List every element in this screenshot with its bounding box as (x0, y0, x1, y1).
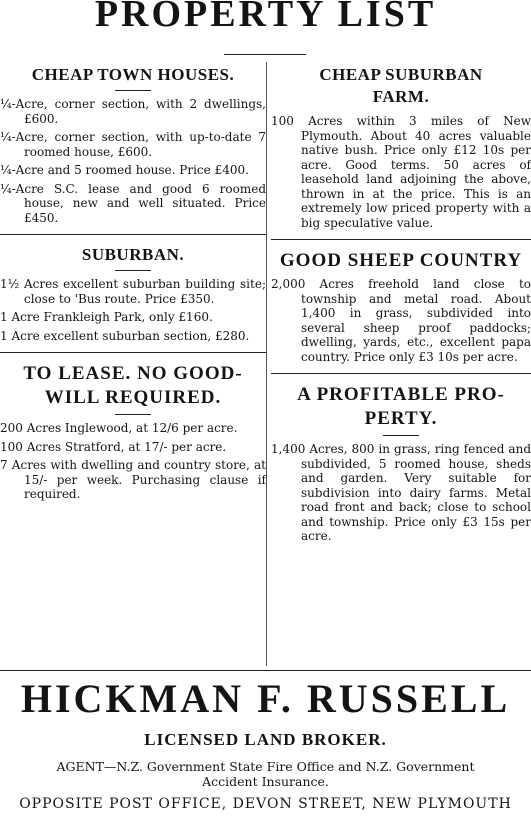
address-line: OPPOSITE POST OFFICE, DEVON STREET, NEW PLYMOUTH (19, 796, 512, 812)
heading-line: TO LEASE. NO GOOD- (23, 363, 243, 384)
licensed-broker-line: LICENSED LAND BROKER. (144, 730, 387, 749)
section-text: 2,000 Acres freehold land close to township and metal road. About 1,400 in grass, subdivided into several sheep proof paddocks; dwelling, yards, etc., excellent papa country. Price only £3 10s per acre. (271, 277, 531, 364)
list-item: ¼-Acre S.C. lease and good 6 roomed house, new and well situated. Price £450. (0, 181, 266, 225)
town-houses-section (0, 64, 266, 225)
list-item: 200 Acres Inglewood, at 12/6 per acre. (0, 421, 238, 435)
list-item: 100 Acres Stratford, at 17/- per acre. (0, 439, 227, 454)
section-divider (271, 239, 531, 240)
masthead (0, 0, 531, 44)
lease-section (0, 362, 266, 502)
heading-rule (115, 90, 151, 91)
sheep-country-section (271, 249, 531, 364)
section-heading (271, 64, 531, 108)
heading-line: CHEAP SUBURBAN (319, 65, 483, 84)
title-rule (224, 54, 306, 55)
profitable-property-section (271, 383, 531, 544)
section-divider (0, 234, 266, 235)
list-item: 7 Acres with dwelling and country store, at 15/- per week. Purchasing clause if required. (0, 458, 266, 501)
right-column (271, 64, 531, 544)
heading-line: PERTY. (364, 408, 438, 429)
agent-line: Accident Insurance. (202, 774, 329, 789)
list-item: ¼-Acre and 5 roomed house. Price £400. (0, 163, 249, 177)
left-column (0, 64, 266, 506)
page-title: PROPERTY LIST (94, 0, 437, 35)
suburban-farm-section (271, 64, 531, 230)
section-heading (271, 383, 531, 431)
heading-line: FARM. (372, 87, 430, 106)
suburban-section (0, 244, 266, 343)
heading-line: A PROFITABLE PRO- (297, 384, 505, 405)
agent-note (0, 759, 531, 789)
list-item: 1½ Acres excellent suburban building site; close to 'Bus route. Price £350. (0, 277, 266, 306)
footer-rule (0, 670, 531, 671)
list-item: 1 Acre Frankleigh Park, only £160. (0, 310, 213, 324)
section-text: 100 Acres within 3 miles of New Plymouth. About 40 acres valuable native bush. Price only £12 10s per acre. Good terms. 50 acres of leasehold land adjoining the above, thrown in at the price. This is an extremely low priced property with a big speculative value. (271, 114, 531, 230)
section-heading: SUBURBAN. (81, 245, 185, 264)
list-item: ¼-Acre, corner section, with 2 dwellings, £600. (0, 97, 266, 126)
firm-name: HICKMAN F. RUSSELL (20, 676, 511, 721)
heading-line: WILL REQUIRED. (44, 387, 222, 408)
list-item: 1 Acre excellent suburban section, £280. (0, 328, 250, 343)
column-divider (266, 62, 267, 666)
section-divider (0, 352, 266, 353)
agent-line: AGENT—N.Z. Government State Fire Office and N.Z. Government (56, 759, 475, 774)
section-heading: GOOD SHEEP COUNTRY (279, 250, 523, 271)
section-heading: CHEAP TOWN HOUSES. (31, 65, 235, 84)
section-text: 1,400 Acres, 800 in grass, ring fenced and subdivided, 5 roomed house, sheds and garden. Very suitable for subdivision into dairy farms. Metal road front and back; close to school and township. Price only £3 15s per acre. (271, 442, 531, 543)
heading-rule (115, 414, 151, 415)
section-heading (0, 362, 266, 410)
heading-rule (383, 435, 419, 436)
list-item: ¼-Acre, corner section, with up-to-date 7 roomed house, £600. (0, 130, 266, 159)
heading-rule (115, 270, 151, 271)
section-divider (271, 373, 531, 374)
